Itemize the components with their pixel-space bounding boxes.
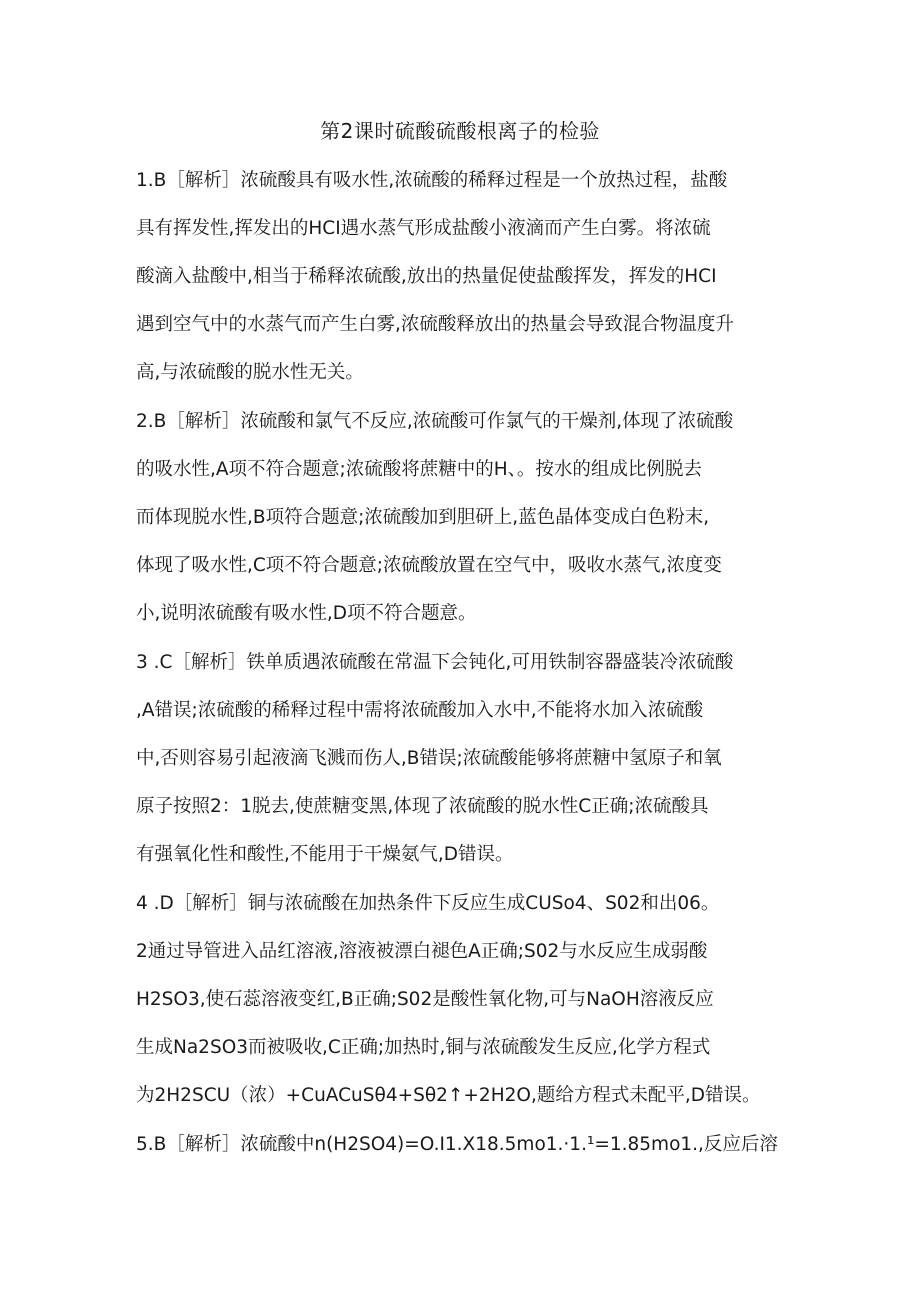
text-line: 2通过导管进入品红溶液,溶液被漂白褪色A正确;S02与水反应生成弱酸: [136, 941, 708, 962]
text-line: 有强氧化性和酸性,不能用于干燥氨气,D错误。: [136, 844, 514, 865]
text-line: 原子按照2：1脱去,使蔗糖变黑,体现了浓硫酸的脱水性C正确;浓硫酸具: [136, 796, 709, 817]
text-line: 5.B［解析］浓硫酸中n(H2SO4)=O.I1.X18.5mo1.·1.¹=1.85mo1.,反应后溶: [136, 1134, 778, 1155]
text-line: 2.B［解析］浓硫酸和氯气不反应,浓硫酸可作氯气的干燥剂,体现了浓硫酸: [136, 411, 734, 432]
text-line: 体现了吸水性,C项不符合题意;浓硫酸放置在空气中，吸收水蒸气,浓度变: [136, 555, 722, 576]
text-line: 酸滴入盐酸中,相当于稀释浓硫酸,放出的热量促使盐酸挥发，挥发的HCI: [136, 266, 717, 287]
text-line: 中,否则容易引起液滴飞溅而伤人,B错误;浓硫酸能够将蔗糖中氢原子和氧: [136, 748, 722, 769]
text-line: 的吸水性,A项不符合题意;浓硫酸将蔗糖中的H、。按水的组成比例脱去: [136, 459, 702, 480]
page-title: 第2课时硫酸硫酸根离子的检验: [320, 119, 600, 143]
text-line: 4 .D［解析］铜与浓硫酸在加热条件下反应生成CUSo4、S02和出06。: [136, 893, 720, 914]
text-line: 为2H2SCU（浓）+CuACuSθ4+Sθ2↑+2H2O,题给方程式未配平,D错误。: [136, 1085, 761, 1106]
text-line: 生成Na2SO3而被吸收,C正确;加热时,铜与浓硫酸发生反应,化学方程式: [136, 1037, 711, 1058]
text-line: 遇到空气中的水蒸气而产生白雾,浓硫酸释放出的热量会导致混合物温度升: [136, 314, 734, 335]
text-line: 而体现脱水性,B项符合题意;浓硫酸加到胆研上,蓝色晶体变成白色粉末,: [136, 507, 710, 528]
text-line: 3 .C［解析］铁单质遇浓硫酸在常温下会钝化,可用铁制容器盛装冷浓硫酸: [136, 652, 734, 673]
text-line: ,A错误;浓硫酸的稀释过程中需将浓硫酸加入水中,不能将水加入浓硫酸: [136, 700, 704, 721]
text-line: 小,说明浓硫酸有吸水性,D项不符合题意。: [136, 603, 477, 624]
text-line: 1.B［解析］浓硫酸具有吸水性,浓硫酸的稀释过程是一个放热过程，盐酸: [136, 170, 728, 191]
text-line: H2SO3,使石蕊溶液变红,B正确;S02是酸性氧化物,可与NaOH溶液反应: [136, 989, 714, 1010]
text-line: 高,与浓硫酸的脱水性无关。: [136, 362, 364, 383]
text-line: 具有挥发性,挥发出的HCI遇水蒸气形成盐酸小液滴而产生白雾。将浓硫: [136, 218, 711, 239]
